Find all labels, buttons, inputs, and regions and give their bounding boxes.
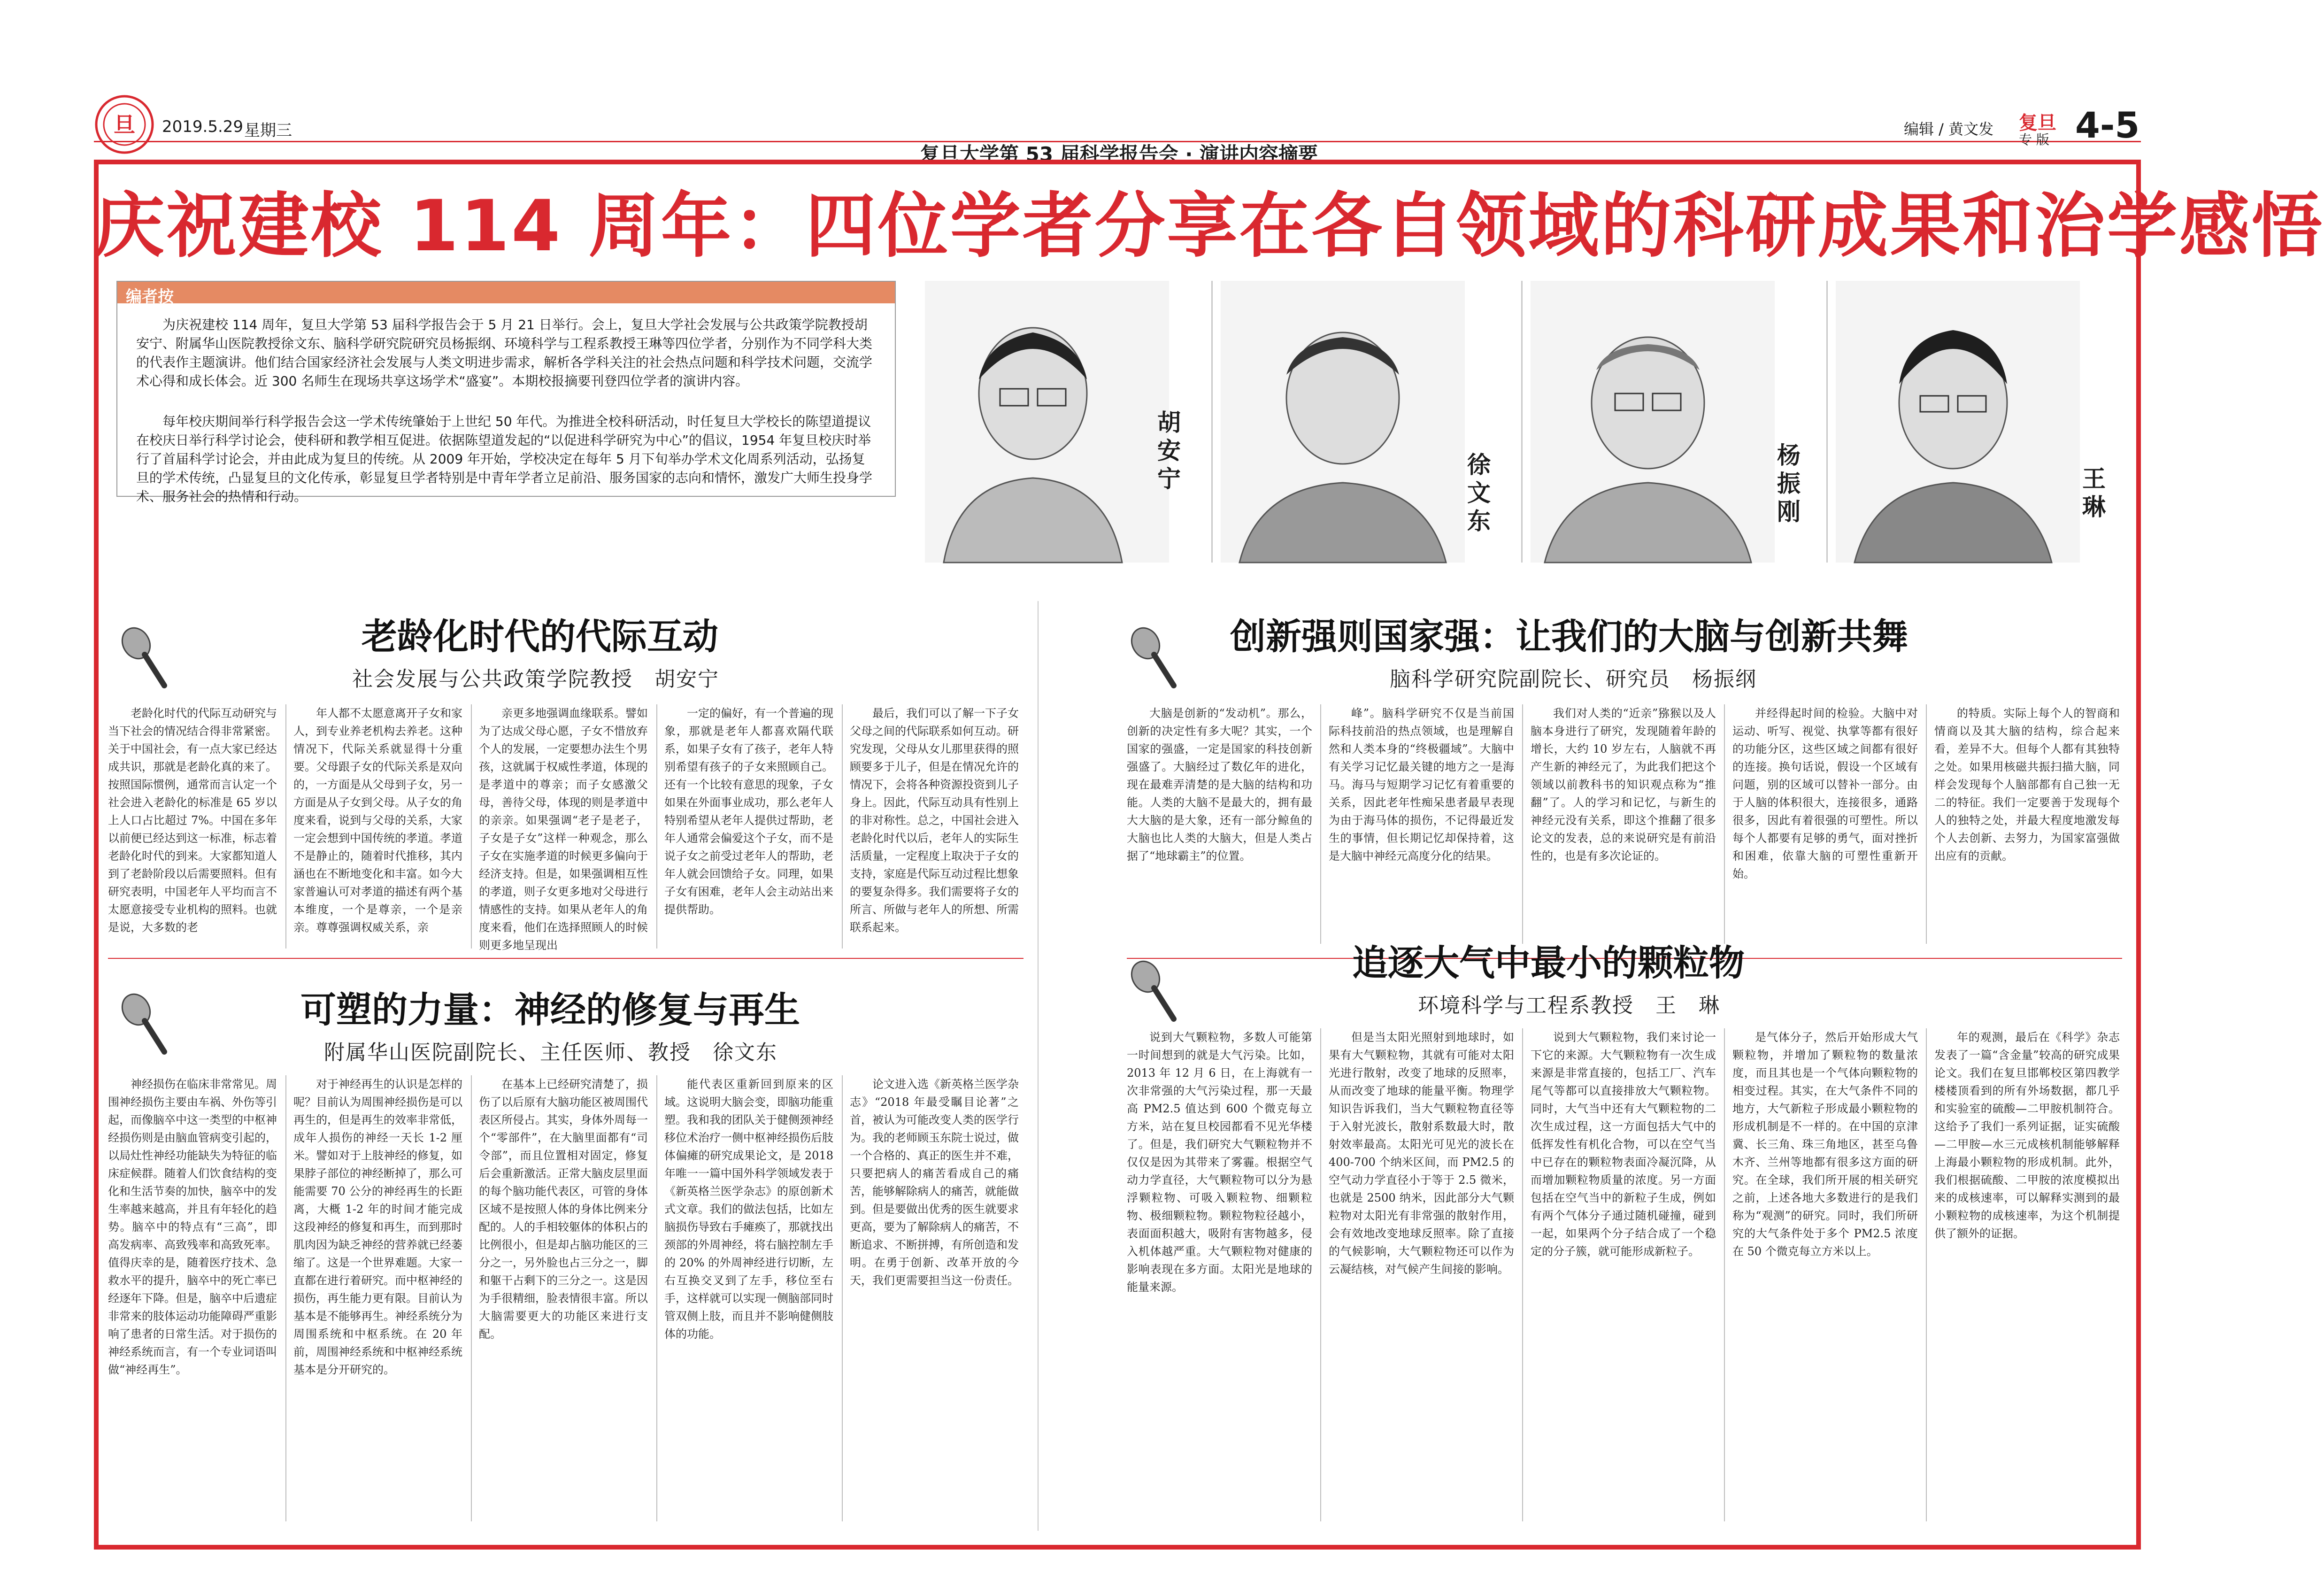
portrait-xu xyxy=(1221,281,1465,563)
article-1-byline: 社会发展与公共政策学院教授 胡安宁 xyxy=(352,667,719,691)
person-sketch-icon xyxy=(925,281,1169,563)
microphone-icon xyxy=(1127,958,1178,1024)
column-rule xyxy=(656,704,657,949)
paper-name: 复旦 xyxy=(2019,112,2056,134)
article-2-col-4 xyxy=(664,1075,833,1526)
article-3-col-3 xyxy=(1531,704,1716,949)
column-rule xyxy=(1320,1028,1321,1521)
article-4-col-2 xyxy=(1329,1028,1514,1526)
microphone-icon xyxy=(117,625,169,690)
article-2-title: 可塑的力量：神经的修复与再生 xyxy=(300,989,800,1031)
article-1-text-5: 最后，我们可以了解一下子女父母之间的代际联系如何互动。研究发现，父母从女儿那里获得的照顾要多于儿子，但是在情况允许的情况下，会将各种资源投资到儿子身上。因此，代际互动具有性别上的非对称性。总之，中国社会进入老龄化时代以后，老年人的实际生活质量，一定程度上取决于子女的支持，家庭是代际互动过程比想象的要复杂得多。我们需要将子女的所言、所做与老年人的所想、所需联系起来。 xyxy=(850,707,1019,934)
page-editor: 编辑 / 黄文发 xyxy=(1904,120,1994,138)
article-1-col-1 xyxy=(108,704,277,953)
column-rule xyxy=(471,704,472,949)
article-4-col-4 xyxy=(1732,1028,1918,1526)
article-4-col-5 xyxy=(1934,1028,2120,1526)
editor-note-label: 编者按 xyxy=(126,287,174,306)
column-rule xyxy=(1320,704,1321,944)
page-title: 庆祝建校 114 周年：四位学者分享在各自领域的科研成果和治学感悟 xyxy=(94,185,2324,267)
person-sketch-icon xyxy=(1221,281,1465,563)
editor-note-label-bar xyxy=(117,282,895,306)
column-rule xyxy=(285,704,286,949)
portrait-divider-1 xyxy=(1211,281,1213,563)
article-1-col-3 xyxy=(479,704,648,953)
article-4-text-1: 说到大气颗粒物，多数人可能第一时间想到的就是大气污染。比如，2013 年 12 月 6 日，在上海就有一次非常强的大气污染过程，那一天最高 PM2.5 值达到 600 个微克每立方米，站在复旦校园都看不见光华楼了。但是，我们研究大气颗粒物并不仅仅是因为其带来了雾霾。根据空气动力学直径，大气颗粒物可以分为悬浮颗粒物、可吸入颗粒物、细颗粒物、极细颗粒物。颗粒物粒径越小，表面面积越大，吸附有害物越多，侵入机体越严重。大气颗粒物对健康的影响表现在多方面。太阳光是地球的能量来源。 xyxy=(1127,1031,1312,1294)
article-2-col-2 xyxy=(293,1075,462,1526)
article-1-title: 老龄化时代的代际互动 xyxy=(362,616,718,657)
article-3-text-5: 的特质。实际上每个人的智商和情商以及其大脑的结构，综合起来看，差异不大。但每个人都有其独特之处。如果用核磁共振扫描大脑，同样会发现每个人脑部都有自己独一无二的特征。我们一定要善于发现每个人的独特之处，并最大程度地激发每个人去创新、去努力，为国家富强做出应有的贡献。 xyxy=(1934,707,2120,863)
article-3-text-2: 峰”。脑科学研究不仅是当前国际科技前沿的热点领域，也是理解自然和人类本身的“终极疆域”。大脑中有关学习记忆最关键的地方之一是海马。海马与短期学习记忆有着重要的关系，因此老年性痴呆患者最早表现为由于海马体的损伤，不记得最近发生的事情，但长期记忆却保持着，这是大脑中神经元高度分化的结果。 xyxy=(1329,707,1514,863)
column-rule xyxy=(1926,704,1927,944)
article-2-byline: 附属华山医院副院长、主任医师、教授 徐文东 xyxy=(324,1041,777,1064)
article-1-text-4: 一定的偏好，有一个普遍的现象，那就是老年人都喜欢隔代联系，如果子女有了孩子，老年人特别希望有孩子的子女来照顾自己。还有一个比较有意思的现象，子女如果在外面事业成功，那么老年人特别希望从老年人提供过帮助，老年人通常会偏爱这个子女，而不是说子女之前受过老年人的帮助，老年人就会回馈给子女。同理，如果子女有困难，老年人会主动站出来提供帮助。 xyxy=(664,707,833,916)
article-3-title: 创新强则国家强：让我们的大脑与创新共舞 xyxy=(1230,616,1908,657)
article-1-text-2: 年人都不太愿意离开子女和家人，到专业养老机构去养老。这种情况下，代际关系就显得十分重要。父母跟子女的代际关系是双向的，一方面是从父母到子女，另一方面是从子女到父母。从子女的角度来看，说到与父母的关系，大家一定会想到中国传统的孝道。孝道不是静止的，随着时代推移，其内涵也在不断地变化和丰富。如今大家普遍认可对孝道的描述有两个基本维度，一个是尊亲，一个是亲亲。尊尊强调权威关系，亲 xyxy=(293,707,462,934)
issue-weekday: 星期三 xyxy=(244,121,292,140)
article-2-text-1: 神经损伤在临床非常常见。周围神经损伤主要由车祸、外伤等引起，而像脑卒中这一类型的中枢神经损伤则是由脑血管病变引起的，以局灶性神经功能缺失为特征的临床症候群。随着人们饮食结构的变化和生活节奏的加快，脑卒中的发生率越来越高，并且有年轻化的趋势。脑卒中的特点有“三高”，即高发病率、高致残率和高致死率。值得庆幸的是，随着医疗技术、急救水平的提升，脑卒中的死亡率已经逐年下降。但是，脑卒中后遗症非常来的肢体运动功能障碍严重影响了患者的日常生活。对于损伤的神经系统而言，有一个专业词语叫做“神经再生”。 xyxy=(108,1078,277,1376)
article-2-col-1 xyxy=(108,1075,277,1526)
article-3-text-4: 并经得起时间的检验。大脑中对运动、听写、视觉、执掌等都有很好的功能分区，这些区域之间都有很好的连接。换句话说，假设一个区域有问题，别的区域可以替补一部分。由于人脑的体积很大，连接很多，通路很多，因此有着很强的可塑性。所以每个人都要有足够的勇气，面对挫折和困难，依靠大脑的可塑性重新开始。 xyxy=(1732,707,1918,880)
column-rule xyxy=(285,1075,286,1521)
column-rule xyxy=(842,704,843,949)
article-4-title: 追逐大气中最小的颗粒物 xyxy=(1352,942,1745,984)
article-4-col-1 xyxy=(1127,1028,1312,1526)
article-1-text-1: 老龄化时代的代际互动研究与当下社会的情况结合得非常紧密。关于中国社会，有一点大家已经达成共识，那就是老龄化真的来了。按照国际惯例，通常而言认定一个社会进入老龄化的标准是 65 岁以上人口占比超过 7%。中国在多年以前便已经达到这一标准，标志着老龄化时代的到来。大家都知道人到了老龄阶段以后需要照料。但有研究表明，中国老年人平均而言不太愿意接受专业机构的照料。也就是说，大多数的老 xyxy=(108,707,277,934)
portrait-name-yang: 杨振刚 xyxy=(1777,442,1801,525)
section-divider xyxy=(108,958,1023,959)
half-divider xyxy=(1038,601,1039,1531)
portrait-name-wang: 王 琳 xyxy=(2082,465,2129,521)
seal-icon xyxy=(94,94,155,155)
svg-text:旦: 旦 xyxy=(114,112,135,138)
article-2-text-2: 对于神经再生的认识是怎样的呢？目前认为周围神经损伤是可以再生的，但是再生的效率非常低，成年人损伤的神经一天长 1-2 厘米。譬如对于上肢神经的修复，如果脖子部位的神经断掉了，那么可能需要 70 公分的神经再生的长距离，大概 1-2 年的时间才能完成这段神经的修复和再生，而到那时肌肉因为缺乏神经的营养就已经萎缩了。这是一个世界难题。大家一直都在进行着研究。而中枢神经的损伤，再生能力更有限。目前认为基本是不能够再生。神经系统分为周围系统和中枢系统。在 20 年前，周围神经系统和中枢神经系统基本是分开研究的。 xyxy=(293,1078,462,1376)
portrait-yang xyxy=(1531,281,1775,563)
microphone-icon xyxy=(1127,625,1178,690)
person-sketch-icon xyxy=(1531,281,1775,563)
article-1-col-5 xyxy=(850,704,1019,953)
column-rule xyxy=(1724,704,1725,944)
edition-label: 专 版 xyxy=(2019,132,2049,147)
university-seal xyxy=(94,94,155,155)
editor-note-paragraph-2: 每年校庆期间举行科学报告会这一学术传统肇始于上世纪 50 年代。为推进全校科研活动，时任复旦大学校长的陈望道提议在校庆日举行科学讨论会，使科研和教学相互促进。依据陈望道发起的“以促进科学研究为中心”的倡议，1954 年复旦校庆时举行了首届科学讨论会，并由此成为复旦的传统。从 2009 年开始，学校决定在每年 5 月下旬举办学术文化周系列活动，弘扬复旦的学术传统，凸显复旦的文化传承，彰显复旦学者特别是中青年学者立足前沿、服务国家的志向和情怀，激发广大师生投身学术、服务社会的热情和行动。 xyxy=(136,414,873,504)
column-rule xyxy=(1522,704,1523,944)
article-3-col-4 xyxy=(1732,704,1918,949)
page-number: 4-5 xyxy=(2075,104,2140,146)
article-2-text-4: 能代表区重新回到原来的区域。这说明大脑会变，即脑功能重塑。我和我的团队关于健侧颈神经移位术治疗一侧中枢神经损伤后肢体偏瘫的研究成果论文，是 2018 年唯一一篇中国外科学领域发表于《新英格兰医学杂志》的原创新术式文章。我们的做法包括，比如左脑损伤导致右手瘫痪了，那就找出颈部的外周神经，将右脑控制左手的 20% 的外周神经进行切断，左右互换交叉到了左手，移位至右手，这样就可以实现一侧脑部同时管双侧上肢，而且并不影响健侧肢体的功能。 xyxy=(664,1078,833,1341)
column-rule xyxy=(1724,1028,1725,1521)
editor-note xyxy=(116,281,896,504)
column-banner: 复旦大学第 53 届科学报告会 · 演讲内容摘要 xyxy=(920,143,1318,166)
portrait-hu xyxy=(925,281,1169,563)
article-4-col-3 xyxy=(1531,1028,1716,1526)
portrait-name-xu: 徐文东 xyxy=(1467,451,1491,535)
portrait-divider-2 xyxy=(1521,281,1523,563)
column-rule xyxy=(471,1075,472,1521)
article-1-col-2 xyxy=(293,704,462,953)
editor-note-paragraph-1: 为庆祝建校 114 周年，复旦大学第 53 届科学报告会于 5 月 21 日举行。会上，复旦大学社会发展与公共政策学院教授胡安宁、附属华山医院教授徐文东、脑科学研究院研究员杨振纲、环境科学与工程系教授王琳等四位学者，分别作为不同学科大类的代表作主题演讲。他们结合国家经济社会发展与人类文明进步需求，解析各学科关注的社会热点问题和科学技术问题，交流学术心得和成长体会。近 300 名师生在现场共享这场学术“盛宴”。本期校报摘要刊登四位学者的演讲内容。 xyxy=(136,317,873,389)
article-3-col-5 xyxy=(1934,704,2120,949)
article-4-text-2: 但是当太阳光照射到地球时，如果有大气颗粒物，其就有可能对太阳光进行散射，改变了地球的反照率，从而改变了地球的能量平衡。物理学知识告诉我们，当大气颗粒物直径等于入射光波长，散射系数最大时，散射效率最高。太阳光可见光的波长在 400-700 个纳米区间，而 PM2.5 的空气动力学直径小于等于 2.5 微米，也就是 2500 纳米，因此部分大气颗粒物对太阳光有非常强的散射作用，会有效地改变地球反照率。除了直接的气候影响，大气颗粒物还可以作为云凝结核，对气候产生间接的影响。 xyxy=(1329,1031,1514,1276)
person-sketch-icon xyxy=(1836,281,2080,563)
portrait-divider-3 xyxy=(1826,281,1828,563)
article-3-text-3: 我们对人类的“近亲”猕猴以及人脑本身进行了研究，发现随着年龄的增长，大约 10 岁左右，人脑就不再产生新的神经元了，为此我们把这个领域以前教科书的知识观点称为“推翻”了。人的学习和记忆，与新生的神经元没有关系，即这个推翻了很多论文的发表，总的来说研究是有前沿性的，也是有多次论证的。 xyxy=(1531,707,1716,863)
article-3-col-1 xyxy=(1127,704,1312,949)
article-3-col-2 xyxy=(1329,704,1514,949)
portrait-name-hu: 胡安宁 xyxy=(1157,409,1181,493)
column-rule xyxy=(842,1075,843,1521)
article-4-text-5: 年的观测，最后在《科学》杂志发表了一篇“含金量”较高的研究成果论文。我们在复旦邯郸校区第四教学楼楼顶看到的所有外场数据，都几乎和实验室的硫酸—二甲胺机制符合。这给予了我们一系列证据，证实硫酸—二甲胺—水三元成核机制能够解释上海最小颗粒物的形成机制。此外，我们根据硫酸、二甲胺的浓度模拟出来的成核速率，可以解释实测到的最小颗粒物的成核速率，为这个机制提供了额外的证据。 xyxy=(1934,1031,2120,1240)
microphone-icon xyxy=(117,991,169,1057)
article-2-text-5: 论文进入选《新英格兰医学杂志》“2018 年最受瞩目论著”之首，被认为可能改变人类的医学行为。我的老师顾玉东院士说过，做一个合格的、真正的医生并不难，只要把病人的痛苦看成自己的痛苦，能够解除病人的痛苦，就能做到。但是要做出优秀的医生就要求更高，要为了解除病人的痛苦，不断追求、不断拼搏，有所创造和发明。在勇于创新、改革开放的今天，我们更需要担当这一份责任。 xyxy=(850,1078,1019,1287)
issue-date: 2019.5.29 xyxy=(162,117,244,136)
column-rule xyxy=(656,1075,657,1521)
article-2-col-3 xyxy=(479,1075,648,1526)
article-2-text-3: 在基本上已经研究清楚了，损伤了以后原有大脑功能区被周围代表区所侵占。其实，身体外周每一个“零部件”，在大脑里面都有“司令部”，而且位置相对固定，修复后会重新激活。正常大脑皮层里面的每个脑功能代表区，可管的身体区域不是按照人体的身体比例来分配的。人的手相较躯体的体积占的比例很小，但是却占脑功能区的三分之一，另外脸也占三分之一，脚和躯干占剩下的三分之一。这是因为手很精细，脸表情很丰富。所以大脑需要更大的功能区来进行支配。 xyxy=(479,1078,648,1341)
article-2-col-5 xyxy=(850,1075,1019,1526)
column-rule xyxy=(1926,1028,1927,1521)
article-1-col-4 xyxy=(664,704,833,953)
article-4-text-4: 是气体分子，然后开始形成大气颗粒物，并增加了颗粒物的数量浓度，而且其也是一个气体向颗粒物的相变过程。其实，在大气条件不同的地方，大气新粒子形成最小颗粒物的形成机制是不一样的。在中国的京津冀、长三角、珠三角地区，甚至乌鲁木齐、兰州等地都有很多这方面的研究。在全球，我们所开展的相关研究之前，上述各地大多数进行的是我们称为“观测”的研究。同时，我们所研究的大气条件处于多个 PM2.5 浓度在 50 个微克每立方米以上。 xyxy=(1732,1031,1918,1258)
portrait-wang xyxy=(1836,281,2080,563)
article-4-byline: 环境科学与工程系教授 王 琳 xyxy=(1418,994,1720,1018)
article-1-text-3: 亲更多地强调血缘联系。譬如为了达成父母心愿，子女不惜放弃个人的发展，一定要想办法生个男孩，这就属于权威性孝道，体现的是孝道中的尊亲；而子女感激父母，善待父母，体现的则是孝道中的亲亲。如果强调“老子是老子，子女是子女”这样一种观念，那么子女在实施孝道的时候更多偏向于经济支持。但是，如果强调相互性的孝道，则子女更多地对父母进行情感性的支持。如果从老年人的角度来看，他们在选择照顾人的时候则更多地呈现出 xyxy=(479,707,648,952)
article-3-text-1: 大脑是创新的“发动机”。那么，创新的决定性有多大呢？其实，一个国家的强盛，一定是国家的科技创新强盛了。大脑经过了数亿年的进化，现在最难弄清楚的是大脑的结构和功能。人类的大脑不是最大的，拥有最大大脑的是大象，还有一部分鲸鱼的大脑也比人类的大脑大，但是人类占据了“地球霸主”的位置。 xyxy=(1127,707,1312,863)
column-rule xyxy=(1522,1028,1523,1521)
article-4-text-3: 说到大气颗粒物，我们来讨论一下它的来源。大气颗粒物有一次生成来源是非常直接的，包括工厂、汽车尾气等都可以直接排放大气颗粒物。同时，大气当中还有大气颗粒物的二次生成过程，这一方面包括大气中的低挥发性有机化合物，可以在空气当中已存在的颗粒物表面冷凝沉降，从而增加颗粒物质量的浓度。另一方面包括在空气当中的新粒子生成，例如有两个气体分子通过随机碰撞，碰到一起，如果两个分子结合成了一个稳定的分子簇，就可能形成新粒子。 xyxy=(1531,1031,1716,1258)
article-3-byline: 脑科学研究院副院长、研究员 杨振纲 xyxy=(1390,667,1757,691)
